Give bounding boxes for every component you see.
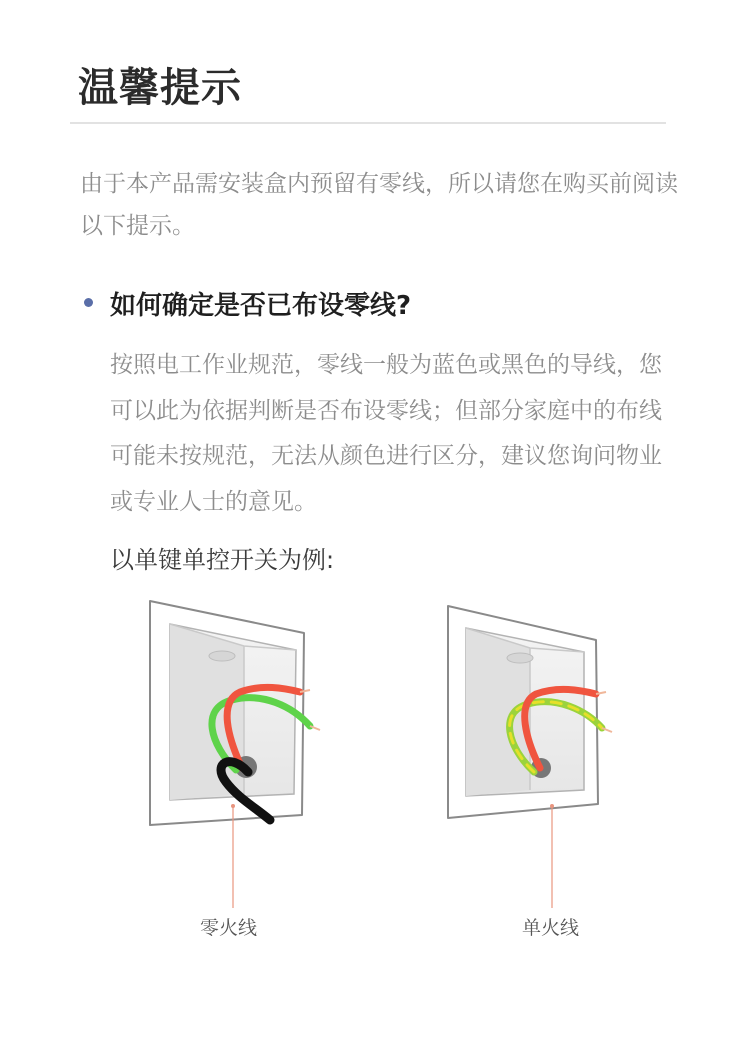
section-body: 按照电工作业规范，零线一般为蓝色或黑色的导线，您可以此为依据判断是否布设零线；但部分家庭中的布线可能未按规范，无法从颜色进行区分，建议您询问物业或专业人士的意见。 — [110, 352, 662, 515]
example-label: 以单键单控开关为例: — [110, 546, 335, 574]
caption-single-live: 单火线 — [522, 917, 580, 939]
page-title: 温馨提示 — [78, 65, 242, 111]
bullet-dot — [84, 298, 93, 307]
wiring-diagrams — [0, 590, 750, 950]
section-heading: 如何确定是否已布设零线? — [110, 291, 412, 321]
box-single-live — [448, 606, 612, 908]
intro-text: 由于本产品需安装盒内预留有零线，所以请您在购买前阅读以下提示。 — [80, 171, 678, 239]
box-neutral-live — [150, 601, 320, 908]
title-divider — [70, 122, 666, 124]
caption-neutral-live: 零火线 — [200, 917, 258, 939]
